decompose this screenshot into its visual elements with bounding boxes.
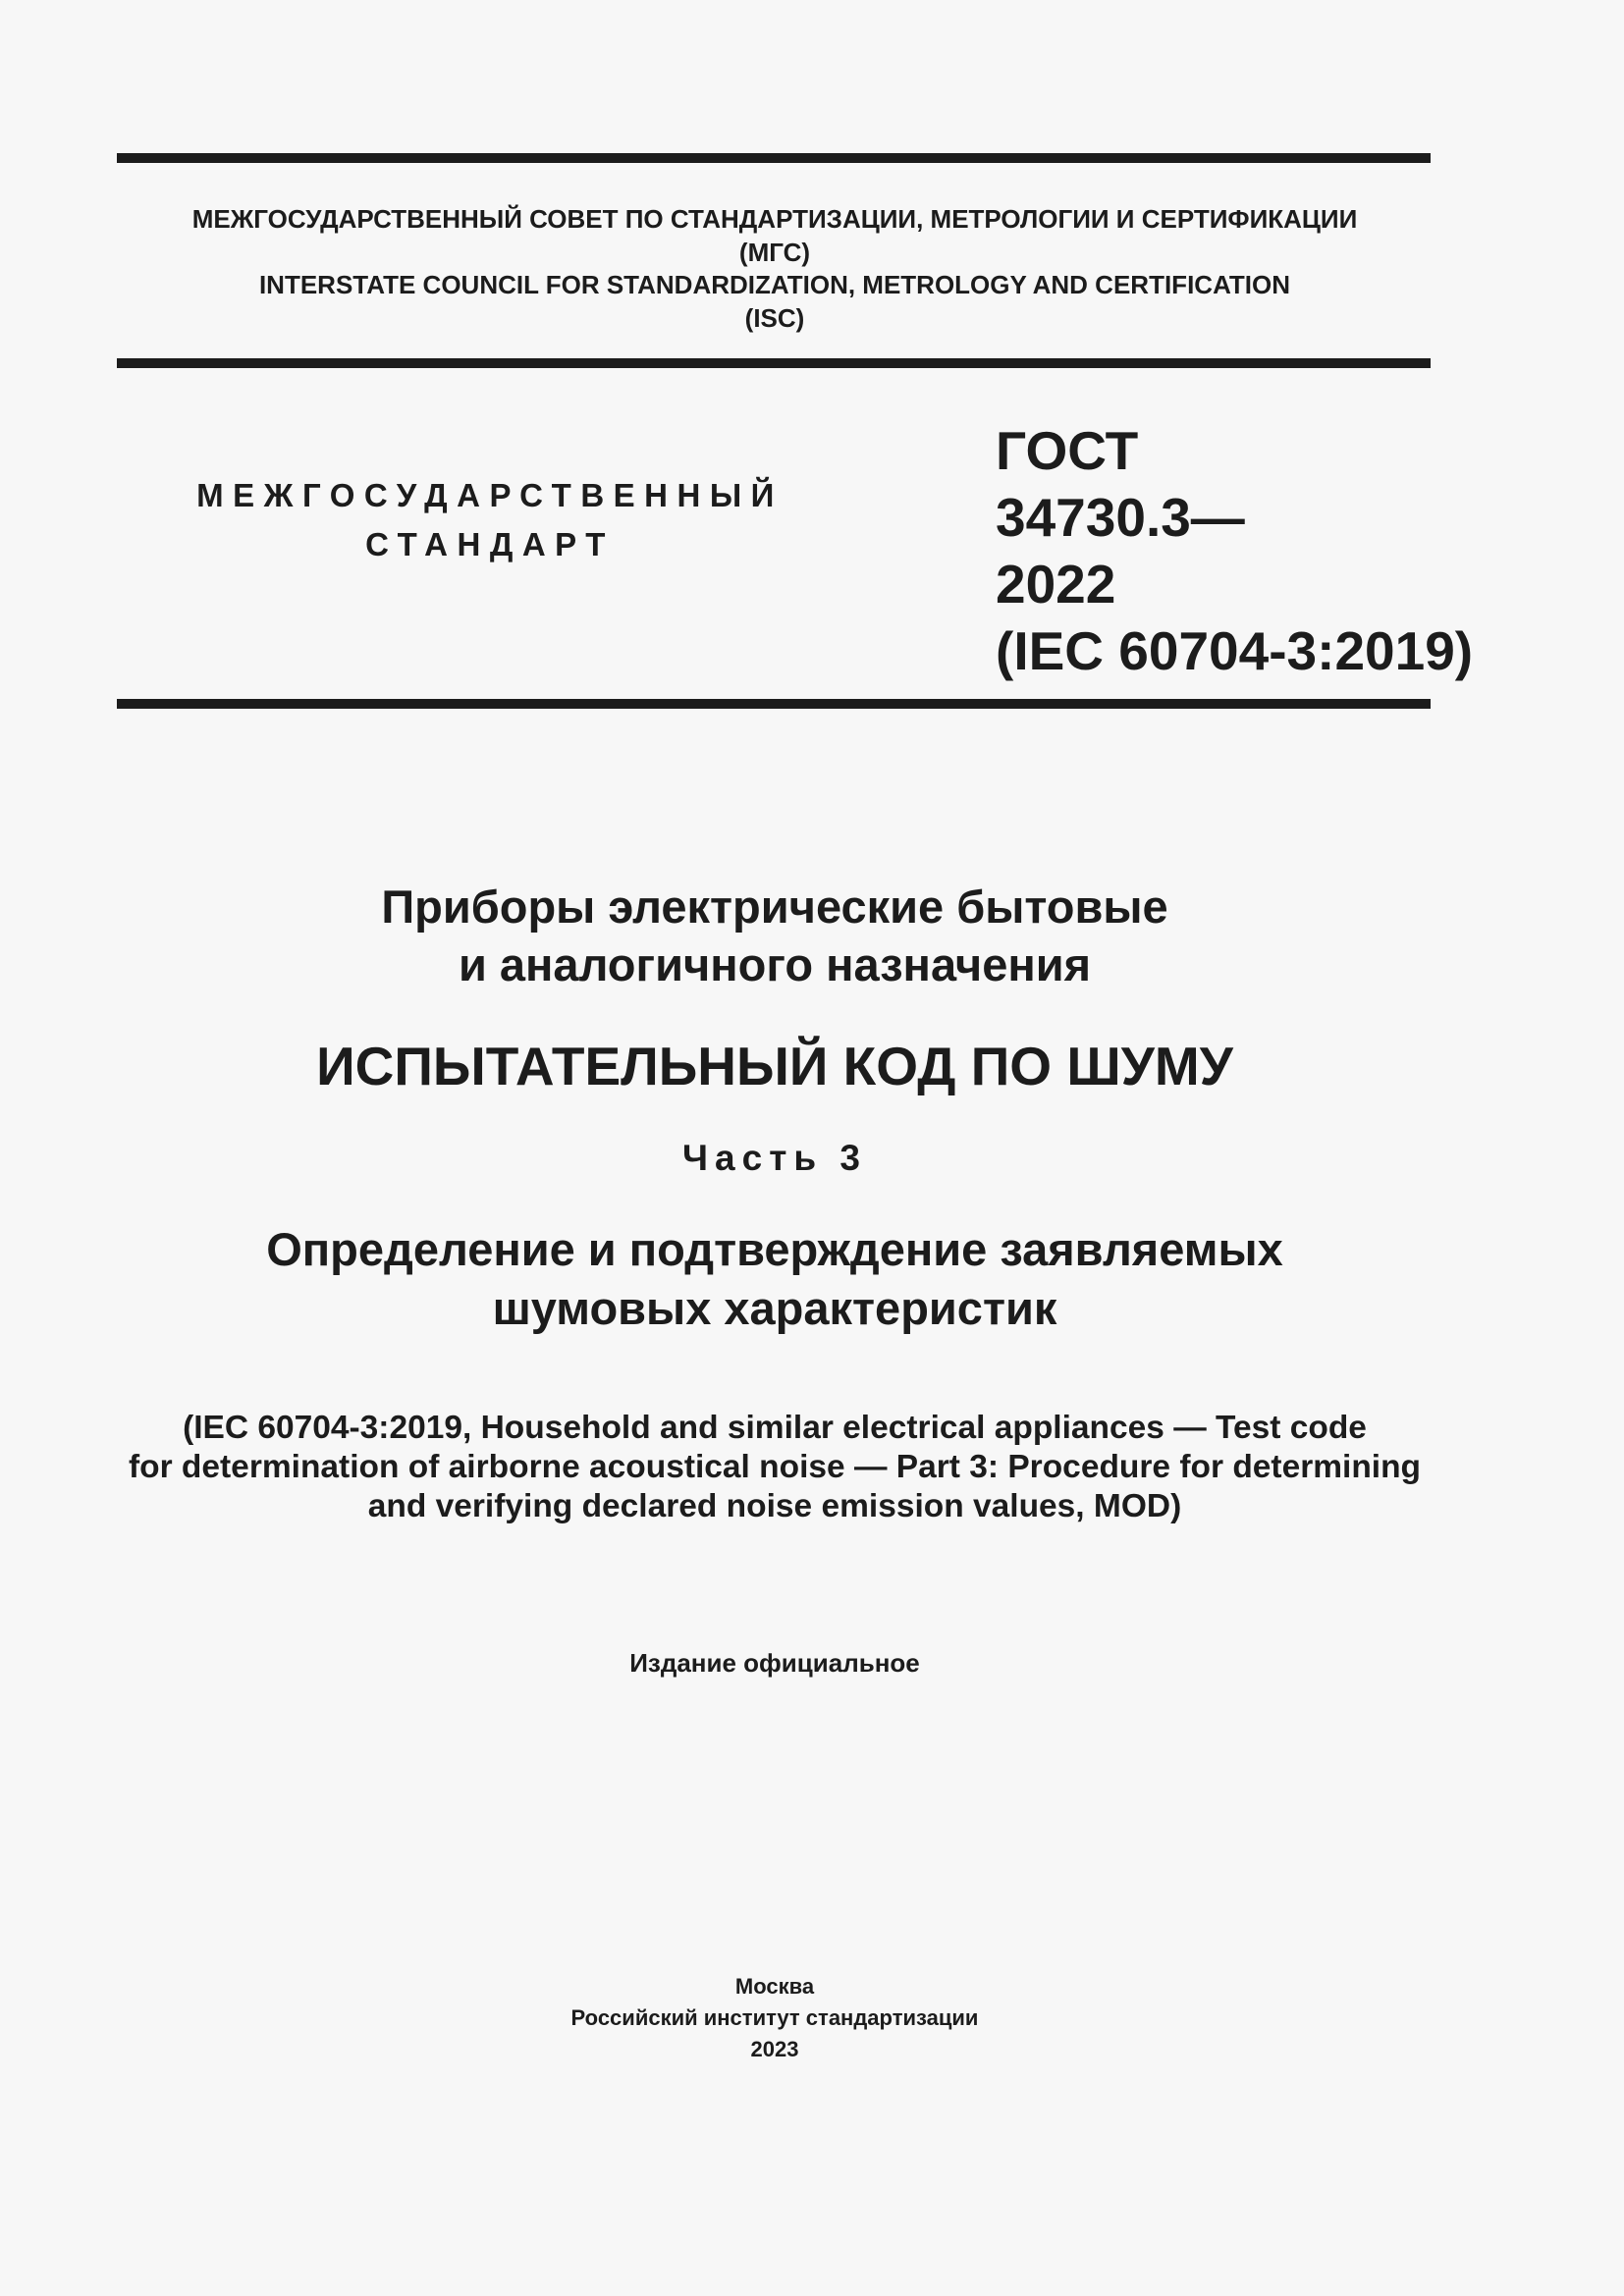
- part-number: Часть 3: [682, 1138, 867, 1178]
- iec-reference-line-3: and verifying declared noise emission values, MOD): [367, 1488, 1182, 1524]
- publisher-block: [0, 1971, 1549, 2065]
- publication-year: 2023: [750, 2037, 799, 2061]
- council-name-en: INTERSTATE COUNCIL FOR STANDARDIZATION, METROLOGY AND CERTIFICATION: [258, 270, 1291, 299]
- main-title: ИСПЫТАТЕЛЬНЫЙ КОД ПО ШУМУ: [316, 1036, 1233, 1096]
- council-header: [0, 203, 1549, 335]
- iec-reference: [0, 1409, 1549, 1526]
- publisher-city: Москва: [734, 1974, 815, 1999]
- part-title: [0, 1220, 1549, 1338]
- standard-type-line-1: МЕЖГОСУДАРСТВЕННЫЙ: [196, 477, 784, 513]
- general-title-line-1: Приборы электрические бытовые: [381, 881, 1168, 933]
- edition-label: Издание официальное: [629, 1648, 920, 1678]
- part-title-line-2: шумовых характеристик: [492, 1282, 1057, 1334]
- header-bottom-rule: [117, 358, 1431, 368]
- part-title-line-1: Определение и подтверждение заявляемых: [266, 1223, 1283, 1275]
- council-abbr-en: (ISC): [744, 302, 805, 333]
- standard-designation: [996, 417, 1473, 684]
- standard-type-line-2: СТАНДАРТ: [365, 526, 615, 562]
- general-title: [0, 878, 1549, 993]
- general-title-line-2: и аналогичного назначения: [458, 938, 1092, 990]
- top-rule: [117, 153, 1431, 163]
- designation-line-1: ГОСТ: [996, 420, 1139, 481]
- standard-type: [117, 471, 863, 569]
- iec-reference-line-2: for determination of airborne acoustical noise — Part 3: Procedure for determining: [128, 1449, 1422, 1485]
- council-abbr-ru: (МГС): [738, 237, 811, 267]
- publisher-name: Российский институт стандартизации: [570, 2005, 979, 2030]
- designation-line-4: (IEC 60704-3:2019): [996, 620, 1474, 681]
- designation-line-2: 34730.3—: [996, 487, 1245, 548]
- iec-reference-line-1: (IEC 60704-3:2019, Household and similar electrical appliances — Test code: [183, 1410, 1367, 1446]
- designation-line-3: 2022: [996, 554, 1116, 614]
- council-name-ru: МЕЖГОСУДАРСТВЕННЫЙ СОВЕТ ПО СТАНДАРТИЗАЦИИ, МЕТРОЛОГИИ И СЕРТИФИКАЦИИ: [191, 204, 1358, 234]
- designation-bottom-rule: [117, 699, 1431, 709]
